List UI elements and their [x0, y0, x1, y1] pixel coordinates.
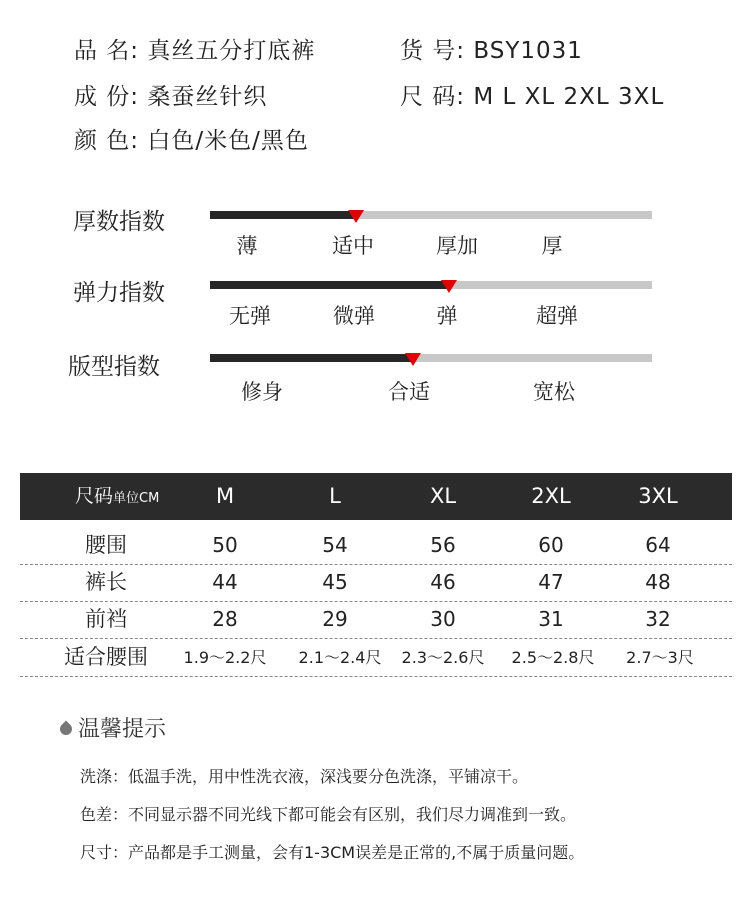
table-cell: 46 — [430, 570, 456, 594]
table-row — [20, 639, 732, 677]
colors-label: 颜 色: — [74, 128, 140, 154]
table-row — [20, 527, 732, 565]
table-cell: 60 — [538, 533, 564, 557]
table-cell: 30 — [430, 607, 456, 631]
thickness-tick: 厚 — [541, 234, 563, 258]
table-cell: 2.1～2.4尺 — [298, 648, 382, 667]
product-name-value: 真丝五分打底裤 — [147, 38, 316, 64]
elasticity-index-fill — [210, 281, 449, 289]
table-cell: 2.3～2.6尺 — [401, 648, 485, 667]
product-name-label: 品 名: — [74, 38, 140, 64]
elasticity-index-label: 弹力指数 — [73, 280, 165, 306]
row-label: 腰围 — [85, 533, 127, 557]
thickness-tick: 薄 — [236, 234, 258, 258]
thickness-tick: 厚加 — [436, 234, 478, 258]
composition — [74, 78, 267, 111]
composition-label: 成 份: — [74, 84, 140, 110]
thickness-tick: 适中 — [332, 234, 374, 258]
colors-value: 白色/米色/黑色 — [147, 128, 309, 154]
table-cell: 29 — [322, 607, 348, 631]
item-number-value: BSY1031 — [473, 38, 583, 64]
elasticity-marker-icon — [441, 280, 457, 293]
elasticity-tick: 弹 — [436, 304, 458, 328]
table-cell: 45 — [322, 570, 348, 594]
table-cell: 1.9～2.2尺 — [183, 648, 267, 667]
fit-index-label: 版型指数 — [68, 354, 160, 380]
item-number — [400, 32, 583, 65]
table-cell: 28 — [212, 607, 238, 631]
table-cell: 31 — [538, 607, 564, 631]
item-number-label: 货 号: — [400, 38, 466, 64]
table-cell: 48 — [645, 570, 671, 594]
row-label: 适合腰围 — [64, 645, 148, 669]
product-name — [74, 32, 315, 65]
fit-tick: 修身 — [241, 380, 283, 404]
tip-color-difference: 色差：不同显示器不同光线下都可能会有区别，我们尽力调准到一致。 — [80, 805, 577, 824]
row-label: 前裆 — [85, 607, 127, 631]
tips-heading — [60, 712, 166, 743]
size-header-unit: 单位CM — [113, 491, 160, 506]
sizes-value: M L XL 2XL 3XL — [473, 84, 665, 110]
thickness-index-bar — [210, 211, 652, 219]
tip-size: 尺寸：产品都是手工测量，会有1-3CM误差是正常的,不属于质量问题。 — [80, 843, 585, 862]
size-header-main: 尺码 — [75, 485, 114, 507]
composition-value: 桑蚕丝针织 — [147, 84, 268, 110]
table-row — [20, 564, 732, 602]
fit-index-bar — [210, 354, 652, 362]
table-cell: 56 — [430, 533, 456, 557]
sizes-available — [400, 78, 664, 111]
fit-marker-icon — [405, 353, 421, 366]
elasticity-index-bar — [210, 281, 652, 289]
size-column-header: 3XL — [638, 484, 678, 508]
size-header-label — [75, 473, 159, 520]
elasticity-tick: 无弹 — [229, 304, 271, 328]
colors-available — [74, 122, 309, 155]
table-cell: 47 — [538, 570, 564, 594]
thickness-index-fill — [210, 211, 356, 219]
table-cell: 44 — [212, 570, 238, 594]
size-column-header: M — [215, 484, 235, 508]
thickness-marker-icon — [348, 210, 364, 223]
thickness-index-label: 厚数指数 — [73, 209, 165, 235]
size-column-header: XL — [429, 484, 457, 508]
elasticity-tick: 微弹 — [333, 304, 375, 328]
table-cell: 50 — [212, 533, 238, 557]
tips-title: 温馨提示 — [78, 717, 167, 742]
table-cell: 54 — [322, 533, 348, 557]
elasticity-tick: 超弹 — [536, 304, 578, 328]
size-table-header — [20, 473, 732, 520]
table-cell: 2.7～3尺 — [626, 648, 694, 667]
size-column-header: 2XL — [531, 484, 571, 508]
fit-tick: 合适 — [388, 380, 430, 404]
fit-index-fill — [210, 354, 413, 362]
table-cell: 64 — [645, 533, 671, 557]
row-label: 裤长 — [85, 570, 127, 594]
size-column-header: L — [329, 484, 341, 508]
table-cell: 32 — [645, 607, 671, 631]
table-row — [20, 601, 732, 639]
drop-icon — [58, 721, 75, 738]
tip-washing: 洗涤：低温手洗，用中性洗衣液，深浅要分色洗涤，平铺凉干。 — [80, 767, 529, 786]
sizes-label: 尺 码: — [400, 84, 466, 110]
fit-tick: 宽松 — [533, 380, 575, 404]
table-cell: 2.5～2.8尺 — [511, 648, 595, 667]
